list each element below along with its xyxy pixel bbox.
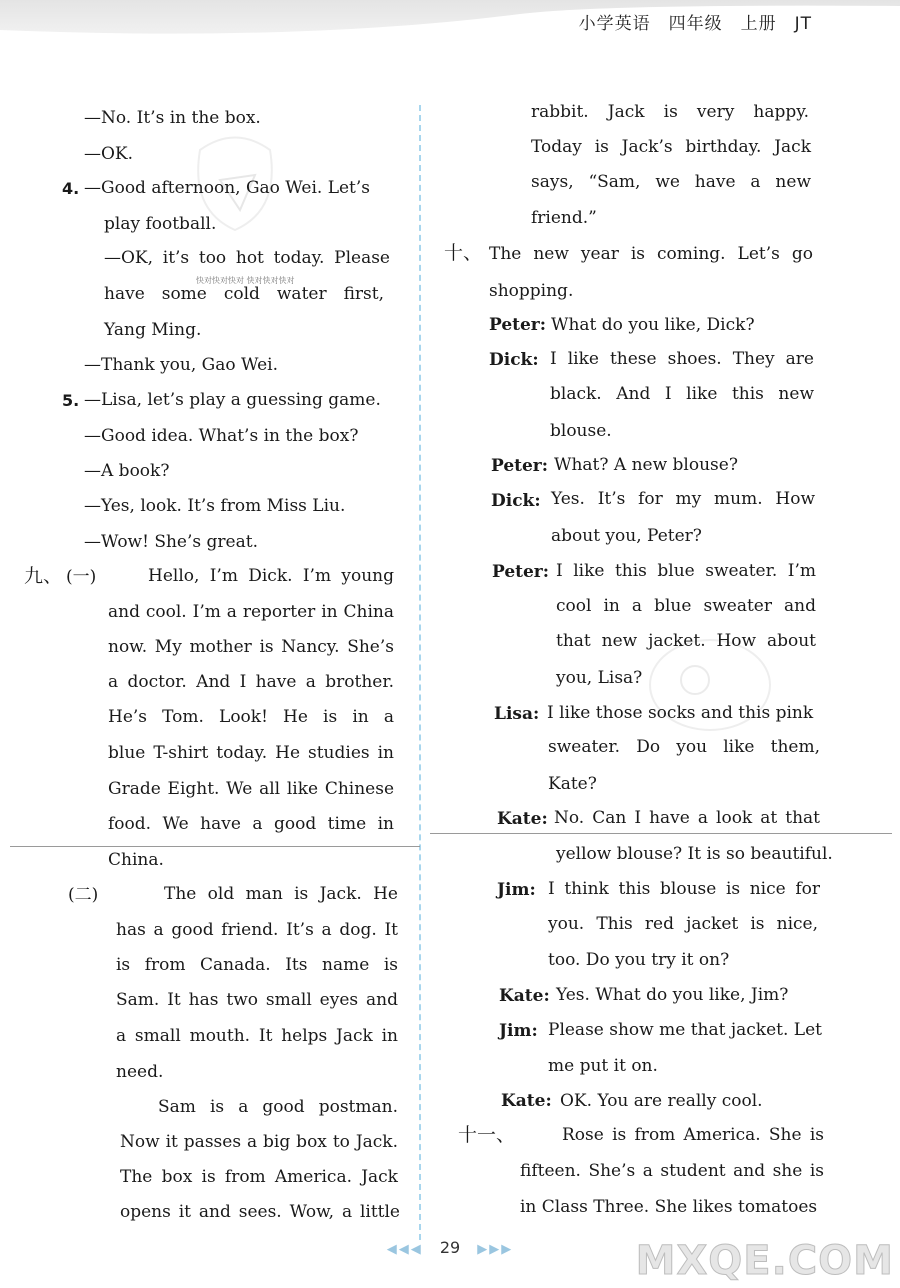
passage-line: and cool. I’m a reporter in China [108, 602, 394, 622]
dialogue-line: What do you like, Dick? [551, 315, 755, 335]
watermark-small-text: 快对快对快对 快对快对快对 [196, 276, 295, 285]
speaker-label: Kate: [499, 986, 550, 1006]
dialogue-line: I think this blouse is nice for [548, 879, 820, 899]
left-line: play football. [104, 214, 217, 234]
left-line: —Thank you, Gao Wei. [84, 355, 279, 375]
left-line: Yang Ming. [104, 320, 202, 340]
dialogue-line: I like this blue sweater. I’m [556, 561, 816, 581]
right-line: shopping. [489, 281, 574, 301]
passage-line: in Class Three. She likes tomatoes [520, 1197, 818, 1217]
right-line: The new year is coming. Let’s go [489, 244, 813, 264]
speaker-label: Kate: [497, 809, 548, 829]
dialogue-line: blouse. [550, 421, 612, 441]
passage-line: The old man is Jack. He [164, 884, 398, 904]
page-number: 29 [439, 1238, 461, 1257]
passage-line: a small mouth. It helps Jack in [116, 1026, 398, 1046]
dialogue-line: you, Lisa? [556, 668, 643, 688]
right-line: friend.” [531, 208, 597, 228]
speaker-label: Kate: [501, 1091, 552, 1111]
dialogue-line: Please show me that jacket. Let [548, 1020, 822, 1040]
dialogue-line: too. Do you try it on? [548, 950, 730, 970]
passage-line: The box is from America. Jack [120, 1167, 398, 1187]
left-line: —OK, it’s too hot today. Please [104, 248, 390, 268]
page-footer [0, 1238, 900, 1257]
section-ten-label: 十、 [444, 242, 483, 264]
speaker-label: Jim: [499, 1021, 538, 1041]
dialogue-line: Kate? [548, 774, 597, 794]
section-nine-label: 九、 [24, 565, 63, 587]
footer-right-arrows-icon: ▶▶▶ [477, 1242, 514, 1257]
speaker-label: Jim: [497, 880, 536, 900]
dialogue-line: OK. You are really cool. [560, 1091, 763, 1111]
passage-line: opens it and sees. Wow, a little [120, 1202, 400, 1222]
left-line: —No. It’s in the box. [84, 108, 261, 128]
footer-left-arrows-icon: ◀◀◀ [386, 1242, 423, 1257]
left-line: —Good afternoon, Gao Wei. Let’s [84, 178, 371, 198]
right-line: Today is Jack’s birthday. Jack [531, 137, 811, 157]
left-line: —Yes, look. It’s from Miss Liu. [84, 496, 346, 516]
dialogue-line: sweater. Do you like them, [548, 737, 820, 757]
passage-line: blue T-shirt today. He studies in [108, 743, 394, 763]
dialogue-line: Yes. What do you like, Jim? [556, 985, 789, 1005]
passage-line: is from Canada. Its name is [116, 955, 398, 975]
scan-line [10, 846, 420, 847]
dialogue-line: What? A new blouse? [554, 455, 738, 475]
speaker-label: Dick: [489, 350, 539, 370]
passage-line: need. [116, 1062, 164, 1082]
dialogue-line: I like these shoes. They are [550, 349, 814, 369]
passage-line: Rose is from America. She is [562, 1125, 824, 1145]
passage-line: Hello, I’m Dick. I’m young [148, 566, 394, 586]
dialogue-line: No. Can I have a look at that [554, 808, 820, 828]
column-divider [419, 105, 421, 1240]
scan-line [430, 833, 892, 834]
dialogue-line: Yes. It’s for my mum. How [551, 489, 815, 509]
question-number: 5. [62, 391, 80, 410]
left-line: —Lisa, let’s play a guessing game. [84, 390, 381, 410]
passage-line: now. My mother is Nancy. She’s [108, 637, 394, 657]
left-line: —Wow! She’s great. [84, 532, 258, 552]
speaker-label: Peter: [491, 456, 549, 476]
speaker-label: Peter: [489, 315, 547, 335]
passage-line: food. We have a good time in [108, 814, 394, 834]
passage-line: Now it passes a big box to Jack. [120, 1132, 398, 1152]
passage-line: Sam is a good postman. [158, 1097, 398, 1117]
right-line: rabbit. Jack is very happy. [531, 102, 809, 122]
dialogue-line: about you, Peter? [551, 526, 702, 546]
dialogue-line: cool in a blue sweater and [556, 596, 816, 616]
passage-line: Grade Eight. We all like Chinese [108, 779, 394, 799]
left-line: —Good idea. What’s in the box? [84, 426, 359, 446]
passage-line: He’s Tom. Look! He is in a [108, 707, 394, 727]
question-number: 4. [62, 179, 80, 198]
header-title: 小学英语 四年级 上册 JT [578, 14, 812, 34]
right-line: says, “Sam, we have a new [531, 172, 811, 192]
section-eleven-label: 十一、 [458, 1124, 516, 1146]
dialogue-line: I like those socks and this pink [547, 703, 814, 723]
speaker-label: Lisa: [494, 704, 540, 724]
left-line: —A book? [84, 461, 170, 481]
left-line: have some cold water first, [104, 284, 384, 304]
left-line: —OK. [84, 144, 134, 164]
passage-line: fifteen. She’s a student and she is [520, 1161, 824, 1181]
passage-line: Sam. It has two small eyes and [116, 990, 398, 1010]
dialogue-line: that new jacket. How about [556, 631, 816, 651]
header-band [0, 0, 900, 48]
speaker-label: Peter: [492, 562, 550, 582]
dialogue-line: me put it on. [548, 1056, 658, 1076]
speaker-label: Dick: [491, 491, 541, 511]
passage-line: has a good friend. It’s a dog. It [116, 920, 398, 940]
passage-line: China. [108, 850, 164, 870]
dialogue-line: black. And I like this new [550, 384, 814, 404]
corner-watermark: MXQE.COM [635, 1238, 894, 1284]
passage-one-label: (一) [66, 567, 97, 587]
passage-line: a doctor. And I have a brother. [108, 672, 394, 692]
dialogue-line: yellow blouse? It is so beautiful. [556, 844, 833, 864]
dialogue-line: you. This red jacket is nice, [548, 914, 818, 934]
passage-two-label: (二) [68, 885, 99, 905]
